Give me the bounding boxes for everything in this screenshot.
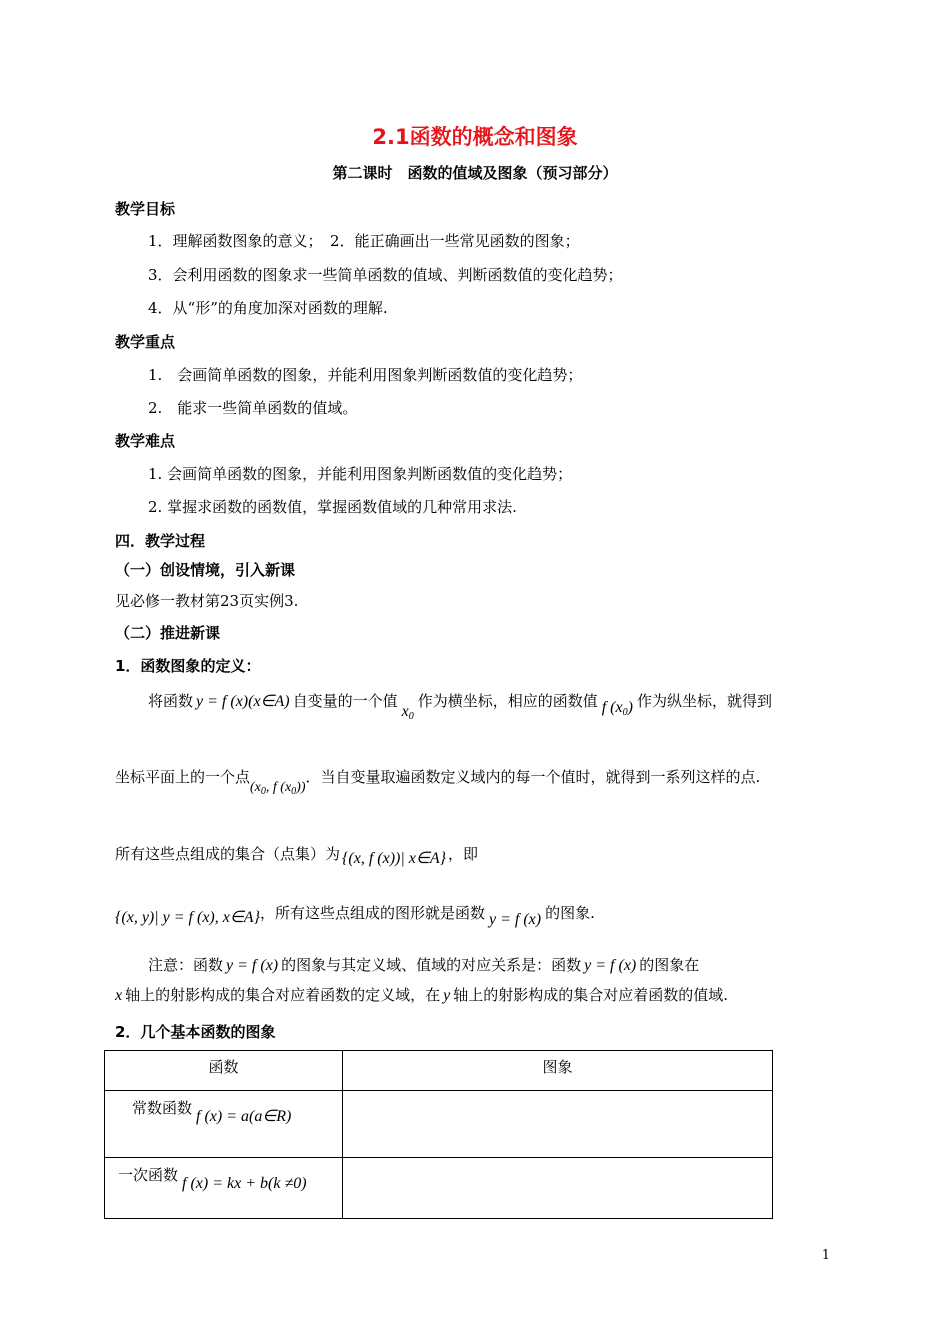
function-cell <box>105 1158 343 1219</box>
definition-paragraph-3: 所有这些点组成的集合（点集）为 {(x, f (x))| x∈A} ，即 <box>115 845 478 867</box>
intro-text: 见必修一教材第23页实例3. <box>115 592 299 610</box>
formula: {(x, y)| y = f (x), x∈A} <box>115 909 260 926</box>
table-row <box>105 1091 773 1158</box>
difficulty-item: 2. 掌握求函数的函数值，掌握函数值域的几种常用求法. <box>148 498 517 516</box>
function-name: 一次函数 <box>118 1166 179 1184</box>
section-heading: （一）创设情境，引入新课 <box>115 561 296 579</box>
table-row <box>105 1158 773 1219</box>
column-header: 函数 <box>105 1051 343 1091</box>
page-number: 1 <box>821 1248 830 1263</box>
note-line-2: x 轴上的射影构成的集合对应着函数的定义域，在 y 轴上的射影构成的集合对应着函数的值域. <box>115 986 729 1004</box>
formula: ($x_0$, f $(x_0)$) <box>250 780 306 797</box>
key-point-item: 1. 会画简单函数的图象，并能利用图象判断函数值的变化趋势； <box>148 366 583 384</box>
definition-paragraph-4: {(x, y)| y = f (x), x∈A}，所有这些点组成的图形就是函数 y = f (x) 的图象. <box>115 904 595 928</box>
section-heading: （二）推进新课 <box>115 624 221 642</box>
table-header-row <box>105 1051 773 1091</box>
formula: y = f (x) <box>226 957 279 974</box>
difficulty-item: 1. 会画简单函数的图象，并能利用图象判断函数值的变化趋势； <box>148 465 573 483</box>
goal-item: 4．从“形”的角度加深对函数的理解. <box>148 299 388 317</box>
goal-item: 3．会利用函数的图象求一些简单函数的值域、判断函数值的变化趋势； <box>148 266 623 284</box>
note-line-1: 注意：函数 y = f (x) 的图象与其定义域、值域的对应关系是：函数 y = f (x) 的图象在 <box>148 956 700 974</box>
formula: y = f (x) <box>584 957 637 974</box>
column-header: 图象 <box>343 1051 773 1091</box>
graph-cell <box>343 1158 773 1219</box>
formula: {(x, f (x))| x∈A} <box>342 850 446 867</box>
definition-paragraph-2: 坐标平面上的一个点($x_0$, f $(x_0)$)．当自变量取遍函数定义域内的每一个值时，就得到一系列这样的点. <box>115 768 761 797</box>
function-formula: f (x) = a(a∈R) <box>196 1108 292 1125</box>
page-title: 2.1函数的概念和图象 <box>372 125 578 149</box>
goals-heading: 教学目标 <box>115 200 176 218</box>
formula: f $(x_0)$ <box>601 699 633 718</box>
basic-functions-table <box>104 1050 773 1219</box>
goal-item: 1．理解函数图象的意义； 2．能正确画出一些常见函数的图象； <box>148 232 580 250</box>
key-points-heading: 教学重点 <box>115 333 176 351</box>
function-cell <box>105 1091 343 1158</box>
process-heading: 四．教学过程 <box>115 532 206 550</box>
formula: y = f (x) <box>488 911 542 928</box>
key-point-item: 2. 能求一些简单函数的值域。 <box>148 399 358 417</box>
function-formula: f (x) = kx + b(k ≠0) <box>182 1175 307 1192</box>
page-subtitle: 第二课时 函数的值域及图象（预习部分） <box>332 164 618 182</box>
difficulties-heading: 教学难点 <box>115 432 176 450</box>
formula: $x_0$ <box>401 703 414 722</box>
definition-paragraph-1: 将函数 y = f (x)(x∈A) 自变量的一个值$x_0$作为横坐标，相应的函数值 f $(x_0)$ 作为纵坐标，就得到 <box>148 692 772 722</box>
function-name: 常数函数 <box>132 1099 193 1117</box>
formula: y = f (x)(x∈A) <box>196 693 290 710</box>
basic-functions-heading: 2．几个基本函数的图象 <box>115 1023 276 1041</box>
definition-heading: 1．函数图象的定义： <box>115 657 261 675</box>
graph-cell <box>343 1091 773 1158</box>
